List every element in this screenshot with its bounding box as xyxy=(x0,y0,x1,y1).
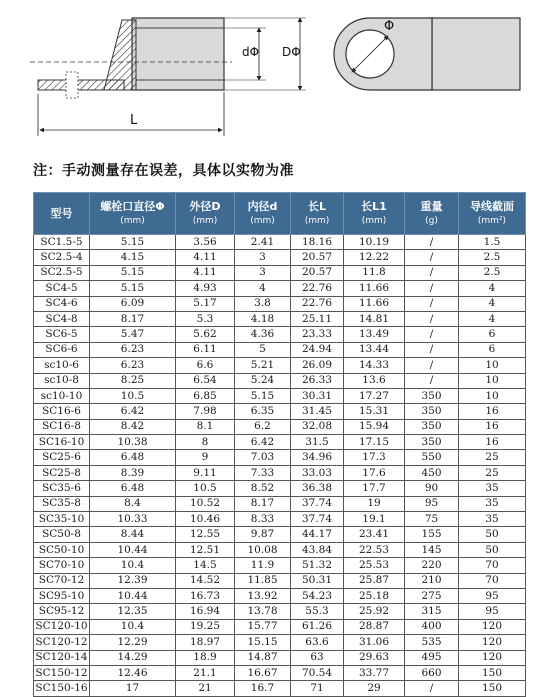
header-length-l1: 长L1 (mm) xyxy=(344,193,405,235)
cell-wire-section: 6 xyxy=(459,327,526,342)
cell-inner-diameter: 16.67 xyxy=(235,665,291,680)
cell-wire-section: 16 xyxy=(459,435,526,450)
cell-model: SC16-10 xyxy=(34,435,90,450)
cell-outer-diameter: 21.1 xyxy=(176,665,235,680)
cell-outer-diameter: 5.62 xyxy=(176,327,235,342)
cell-model: SC50-8 xyxy=(34,527,90,542)
cell-wire-section: 10 xyxy=(459,373,526,388)
cell-inner-diameter: 4 xyxy=(235,281,291,296)
cell-weight: / xyxy=(405,235,459,250)
cell-outer-diameter: 19.25 xyxy=(176,619,235,634)
cell-inner-diameter: 8.52 xyxy=(235,481,291,496)
cell-inner-diameter: 11.85 xyxy=(235,573,291,588)
cell-length-l: 55.3 xyxy=(291,604,344,619)
cell-length-l: 32.08 xyxy=(291,419,344,434)
cell-length-l1: 23.41 xyxy=(344,527,405,542)
cell-length-l1: 14.33 xyxy=(344,358,405,373)
cell-weight: / xyxy=(405,327,459,342)
cell-outer-diameter: 14.52 xyxy=(176,573,235,588)
cell-length-l1: 15.31 xyxy=(344,404,405,419)
cell-length-l1: 25.53 xyxy=(344,558,405,573)
cell-outer-diameter: 3.56 xyxy=(176,235,235,250)
top-view xyxy=(334,18,520,90)
cell-bolt-diameter: 8.25 xyxy=(90,373,176,388)
cell-outer-diameter: 16.73 xyxy=(176,588,235,603)
cell-wire-section: 50 xyxy=(459,542,526,557)
cell-inner-diameter: 3 xyxy=(235,250,291,265)
cell-outer-diameter: 21 xyxy=(176,681,235,696)
cell-bolt-diameter: 12.29 xyxy=(90,635,176,650)
cell-length-l1: 12.22 xyxy=(344,250,405,265)
cell-length-l: 71 xyxy=(291,681,344,696)
cell-weight: 155 xyxy=(405,527,459,542)
cell-weight: / xyxy=(405,681,459,696)
table-row xyxy=(34,496,526,511)
cell-bolt-diameter: 6.23 xyxy=(90,358,176,373)
table-row xyxy=(34,419,526,434)
table-row xyxy=(34,619,526,634)
cell-inner-diameter: 7.03 xyxy=(235,450,291,465)
cell-model: SC120-14 xyxy=(34,650,90,665)
cell-bolt-diameter: 5.15 xyxy=(90,281,176,296)
cell-weight: 350 xyxy=(405,404,459,419)
header-inner-diameter: 内径d (mm) xyxy=(235,193,291,235)
cell-weight: 350 xyxy=(405,419,459,434)
cell-outer-diameter: 18.9 xyxy=(176,650,235,665)
cell-length-l: 26.09 xyxy=(291,358,344,373)
cell-wire-section: 2.5 xyxy=(459,265,526,280)
cell-inner-diameter: 4.18 xyxy=(235,311,291,326)
cell-wire-section: 35 xyxy=(459,496,526,511)
cell-wire-section: 10 xyxy=(459,388,526,403)
cell-model: SC1.5-5 xyxy=(34,235,90,250)
cell-outer-diameter: 8.1 xyxy=(176,419,235,434)
cell-inner-diameter: 5.15 xyxy=(235,388,291,403)
cell-model: SC35-8 xyxy=(34,496,90,511)
cell-outer-diameter: 6.85 xyxy=(176,388,235,403)
table-body xyxy=(34,235,526,697)
cell-length-l: 50.31 xyxy=(291,573,344,588)
cell-length-l: 22.76 xyxy=(291,296,344,311)
cell-bolt-diameter: 8.4 xyxy=(90,496,176,511)
table-row xyxy=(34,327,526,342)
cell-weight: 275 xyxy=(405,588,459,603)
cell-length-l1: 17.27 xyxy=(344,388,405,403)
cell-length-l1: 11.66 xyxy=(344,281,405,296)
cell-outer-diameter: 6.6 xyxy=(176,358,235,373)
cell-outer-diameter: 10.46 xyxy=(176,512,235,527)
cell-wire-section: 95 xyxy=(459,604,526,619)
cell-length-l1: 11.8 xyxy=(344,265,405,280)
cell-length-l1: 19 xyxy=(344,496,405,511)
cell-wire-section: 1.5 xyxy=(459,235,526,250)
cell-wire-section: 2.5 xyxy=(459,250,526,265)
cell-weight: 450 xyxy=(405,465,459,480)
cell-wire-section: 120 xyxy=(459,635,526,650)
table-row xyxy=(34,481,526,496)
cell-bolt-diameter: 6.09 xyxy=(90,296,176,311)
cell-inner-diameter: 5 xyxy=(235,342,291,357)
cell-bolt-diameter: 10.44 xyxy=(90,588,176,603)
cell-wire-section: 10 xyxy=(459,358,526,373)
cell-bolt-diameter: 10.4 xyxy=(90,558,176,573)
cell-length-l1: 31.06 xyxy=(344,635,405,650)
cell-wire-section: 70 xyxy=(459,558,526,573)
cell-model: SC120-12 xyxy=(34,635,90,650)
cell-inner-diameter: 4.36 xyxy=(235,327,291,342)
cell-outer-diameter: 10.5 xyxy=(176,481,235,496)
cell-model: SC2.5-5 xyxy=(34,265,90,280)
cell-bolt-diameter: 10.4 xyxy=(90,619,176,634)
cell-outer-diameter: 6.54 xyxy=(176,373,235,388)
header-outer-diameter: 外径D (mm) xyxy=(176,193,235,235)
table-row xyxy=(34,681,526,696)
cell-weight: 90 xyxy=(405,481,459,496)
cell-outer-diameter: 4.11 xyxy=(176,250,235,265)
cell-outer-diameter: 8 xyxy=(176,435,235,450)
header-wire-section: 导线截面 (mm²) xyxy=(459,193,526,235)
table-row xyxy=(34,527,526,542)
table-row xyxy=(34,388,526,403)
cell-outer-diameter: 7.98 xyxy=(176,404,235,419)
outer-diameter-label: DΦ xyxy=(282,45,301,59)
cell-length-l: 54.23 xyxy=(291,588,344,603)
cell-weight: 550 xyxy=(405,450,459,465)
cell-weight: 145 xyxy=(405,542,459,557)
table-row xyxy=(34,665,526,680)
cell-length-l: 31.5 xyxy=(291,435,344,450)
cell-length-l: 20.57 xyxy=(291,250,344,265)
cell-inner-diameter: 13.92 xyxy=(235,588,291,603)
table-row xyxy=(34,450,526,465)
cell-weight: / xyxy=(405,311,459,326)
cell-inner-diameter: 5.24 xyxy=(235,373,291,388)
cell-outer-diameter: 10.52 xyxy=(176,496,235,511)
table-row xyxy=(34,281,526,296)
cell-weight: 210 xyxy=(405,573,459,588)
cell-model: SC70-10 xyxy=(34,558,90,573)
cell-outer-diameter: 12.55 xyxy=(176,527,235,542)
cell-inner-diameter: 8.33 xyxy=(235,512,291,527)
cell-inner-diameter: 3.8 xyxy=(235,296,291,311)
cell-model: SC35-6 xyxy=(34,481,90,496)
header-bolt-diameter: 螺栓口直径Φ (mm) xyxy=(90,193,176,235)
cell-bolt-diameter: 12.35 xyxy=(90,604,176,619)
hole-diameter-label: Φ xyxy=(384,19,395,34)
cell-length-l1: 22.53 xyxy=(344,542,405,557)
cell-bolt-diameter: 6.42 xyxy=(90,404,176,419)
cell-bolt-diameter: 5.15 xyxy=(90,235,176,250)
cell-inner-diameter: 6.2 xyxy=(235,419,291,434)
cell-model: SC35-10 xyxy=(34,512,90,527)
cell-weight: 220 xyxy=(405,558,459,573)
cell-length-l: 31.45 xyxy=(291,404,344,419)
cell-model: SC16-8 xyxy=(34,419,90,434)
cell-wire-section: 4 xyxy=(459,311,526,326)
cell-inner-diameter: 9.87 xyxy=(235,527,291,542)
cell-model: SC50-10 xyxy=(34,542,90,557)
table-row xyxy=(34,311,526,326)
cell-model: SC95-12 xyxy=(34,604,90,619)
cell-outer-diameter: 4.93 xyxy=(176,281,235,296)
cell-length-l: 37.74 xyxy=(291,496,344,511)
measurement-note: 注：手动测量存在误差，具体以实物为准 xyxy=(33,163,294,179)
cell-outer-diameter: 16.94 xyxy=(176,604,235,619)
cell-outer-diameter: 5.17 xyxy=(176,296,235,311)
cell-model: SC25-6 xyxy=(34,450,90,465)
cell-length-l1: 19.1 xyxy=(344,512,405,527)
table-row xyxy=(34,542,526,557)
cell-length-l1: 14.81 xyxy=(344,311,405,326)
cell-model: SC16-6 xyxy=(34,404,90,419)
cell-bolt-diameter: 12.39 xyxy=(90,573,176,588)
table-row xyxy=(34,358,526,373)
cell-inner-diameter: 11.9 xyxy=(235,558,291,573)
cell-inner-diameter: 6.35 xyxy=(235,404,291,419)
cell-weight: / xyxy=(405,281,459,296)
side-view xyxy=(30,18,306,136)
cell-length-l: 44.17 xyxy=(291,527,344,542)
cell-bolt-diameter: 8.42 xyxy=(90,419,176,434)
cell-bolt-diameter: 8.17 xyxy=(90,311,176,326)
cell-length-l1: 13.6 xyxy=(344,373,405,388)
cell-length-l1: 17.15 xyxy=(344,435,405,450)
table-row xyxy=(34,373,526,388)
cell-bolt-diameter: 10.38 xyxy=(90,435,176,450)
cell-length-l1: 17.3 xyxy=(344,450,405,465)
cell-model: SC70-12 xyxy=(34,573,90,588)
cell-outer-diameter: 18.97 xyxy=(176,635,235,650)
cell-wire-section: 150 xyxy=(459,681,526,696)
cell-length-l: 51.32 xyxy=(291,558,344,573)
cell-wire-section: 120 xyxy=(459,650,526,665)
cell-length-l: 34.96 xyxy=(291,450,344,465)
cell-length-l: 26.33 xyxy=(291,373,344,388)
table-header-row xyxy=(34,193,526,235)
table-row xyxy=(34,604,526,619)
cell-inner-diameter: 14.87 xyxy=(235,650,291,665)
cell-model: SC6-6 xyxy=(34,342,90,357)
cell-inner-diameter: 3 xyxy=(235,265,291,280)
cell-length-l: 61.26 xyxy=(291,619,344,634)
cell-outer-diameter: 6.11 xyxy=(176,342,235,357)
table-row xyxy=(34,650,526,665)
cell-model: SC2.5-4 xyxy=(34,250,90,265)
cell-inner-diameter: 10.08 xyxy=(235,542,291,557)
cell-length-l: 63.6 xyxy=(291,635,344,650)
table-row xyxy=(34,512,526,527)
cell-length-l: 36.38 xyxy=(291,481,344,496)
length-label: L xyxy=(130,113,138,128)
cell-wire-section: 4 xyxy=(459,296,526,311)
cell-length-l1: 17.7 xyxy=(344,481,405,496)
cell-outer-diameter: 4.11 xyxy=(176,265,235,280)
cell-length-l: 33.03 xyxy=(291,465,344,480)
cell-weight: 95 xyxy=(405,496,459,511)
cell-weight: / xyxy=(405,358,459,373)
cell-outer-diameter: 14.5 xyxy=(176,558,235,573)
cell-length-l: 63 xyxy=(291,650,344,665)
cell-weight: 495 xyxy=(405,650,459,665)
table-row xyxy=(34,342,526,357)
cell-bolt-diameter: 5.15 xyxy=(90,265,176,280)
cell-weight: / xyxy=(405,250,459,265)
cell-bolt-diameter: 6.23 xyxy=(90,342,176,357)
cell-inner-diameter: 8.17 xyxy=(235,496,291,511)
cell-weight: 315 xyxy=(405,604,459,619)
table-row xyxy=(34,588,526,603)
cell-bolt-diameter: 5.47 xyxy=(90,327,176,342)
inner-diameter-label: dΦ xyxy=(242,45,260,59)
cell-wire-section: 35 xyxy=(459,512,526,527)
cell-weight: / xyxy=(405,342,459,357)
cell-weight: 350 xyxy=(405,388,459,403)
cell-bolt-diameter: 8.44 xyxy=(90,527,176,542)
cell-length-l1: 29 xyxy=(344,681,405,696)
cell-inner-diameter: 5.21 xyxy=(235,358,291,373)
terminal-lug-diagram xyxy=(0,0,552,150)
cell-length-l1: 25.92 xyxy=(344,604,405,619)
table-row xyxy=(34,250,526,265)
cell-model: SC25-8 xyxy=(34,465,90,480)
cell-weight: / xyxy=(405,373,459,388)
cell-bolt-diameter: 6.48 xyxy=(90,450,176,465)
cell-length-l: 24.94 xyxy=(291,342,344,357)
cell-bolt-diameter: 10.33 xyxy=(90,512,176,527)
table-row xyxy=(34,235,526,250)
cell-bolt-diameter: 10.44 xyxy=(90,542,176,557)
cell-model: SC95-10 xyxy=(34,588,90,603)
table-row xyxy=(34,465,526,480)
cell-wire-section: 6 xyxy=(459,342,526,357)
table-row xyxy=(34,435,526,450)
cell-bolt-diameter: 4.15 xyxy=(90,250,176,265)
cell-model: SC4-6 xyxy=(34,296,90,311)
cell-length-l: 70.54 xyxy=(291,665,344,680)
cell-model: sc10-10 xyxy=(34,388,90,403)
table-row xyxy=(34,404,526,419)
cell-model: SC4-8 xyxy=(34,311,90,326)
cell-length-l1: 10.19 xyxy=(344,235,405,250)
cell-length-l: 23.33 xyxy=(291,327,344,342)
cell-length-l: 18.16 xyxy=(291,235,344,250)
cell-inner-diameter: 15.15 xyxy=(235,635,291,650)
cell-weight: 350 xyxy=(405,435,459,450)
cell-wire-section: 150 xyxy=(459,665,526,680)
cell-length-l: 37.74 xyxy=(291,512,344,527)
table-row xyxy=(34,296,526,311)
cell-model: sc10-8 xyxy=(34,373,90,388)
cell-wire-section: 70 xyxy=(459,573,526,588)
cell-outer-diameter: 5.3 xyxy=(176,311,235,326)
cell-weight: / xyxy=(405,265,459,280)
cell-weight: 75 xyxy=(405,512,459,527)
cell-inner-diameter: 7.33 xyxy=(235,465,291,480)
cell-inner-diameter: 16.7 xyxy=(235,681,291,696)
cell-bolt-diameter: 10.5 xyxy=(90,388,176,403)
cell-model: SC4-5 xyxy=(34,281,90,296)
cell-length-l1: 33.77 xyxy=(344,665,405,680)
cell-model: sc10-6 xyxy=(34,358,90,373)
cell-weight: / xyxy=(405,296,459,311)
cell-wire-section: 25 xyxy=(459,465,526,480)
cell-model: SC120-10 xyxy=(34,619,90,634)
cell-outer-diameter: 9 xyxy=(176,450,235,465)
cell-length-l1: 13.44 xyxy=(344,342,405,357)
cell-length-l: 20.57 xyxy=(291,265,344,280)
cell-inner-diameter: 6.42 xyxy=(235,435,291,450)
spec-table xyxy=(33,192,526,697)
cell-wire-section: 25 xyxy=(459,450,526,465)
cell-length-l: 30.31 xyxy=(291,388,344,403)
cell-length-l1: 15.94 xyxy=(344,419,405,434)
cell-length-l: 22.76 xyxy=(291,281,344,296)
table-row xyxy=(34,558,526,573)
cell-wire-section: 16 xyxy=(459,404,526,419)
cell-model: SC150-16 xyxy=(34,681,90,696)
table-row xyxy=(34,265,526,280)
cell-length-l1: 25.87 xyxy=(344,573,405,588)
cell-length-l1: 11.66 xyxy=(344,296,405,311)
cell-bolt-diameter: 12.46 xyxy=(90,665,176,680)
cell-wire-section: 4 xyxy=(459,281,526,296)
cell-length-l1: 29.63 xyxy=(344,650,405,665)
cell-length-l1: 17.6 xyxy=(344,465,405,480)
header-weight: 重量 (g) xyxy=(405,193,459,235)
cell-bolt-diameter: 14.29 xyxy=(90,650,176,665)
cell-weight: 535 xyxy=(405,635,459,650)
cell-bolt-diameter: 17 xyxy=(90,681,176,696)
cell-length-l1: 13.49 xyxy=(344,327,405,342)
header-model: 型号 xyxy=(34,193,90,235)
cell-inner-diameter: 2.41 xyxy=(235,235,291,250)
cell-weight: 660 xyxy=(405,665,459,680)
cell-model: SC150-12 xyxy=(34,665,90,680)
cell-wire-section: 16 xyxy=(459,419,526,434)
cell-model: SC6-5 xyxy=(34,327,90,342)
cell-inner-diameter: 13.78 xyxy=(235,604,291,619)
cell-length-l: 25.11 xyxy=(291,311,344,326)
cell-outer-diameter: 12.51 xyxy=(176,542,235,557)
header-length-l: 长L (mm) xyxy=(291,193,344,235)
cell-bolt-diameter: 6.48 xyxy=(90,481,176,496)
cell-wire-section: 95 xyxy=(459,588,526,603)
cell-weight: 400 xyxy=(405,619,459,634)
cell-outer-diameter: 9.11 xyxy=(176,465,235,480)
cell-inner-diameter: 15.77 xyxy=(235,619,291,634)
cell-wire-section: 35 xyxy=(459,481,526,496)
cell-length-l: 43.84 xyxy=(291,542,344,557)
table-row xyxy=(34,573,526,588)
cell-length-l1: 28.87 xyxy=(344,619,405,634)
table-row xyxy=(34,635,526,650)
cell-bolt-diameter: 8.39 xyxy=(90,465,176,480)
cell-wire-section: 50 xyxy=(459,527,526,542)
cell-length-l1: 25.18 xyxy=(344,588,405,603)
cell-wire-section: 120 xyxy=(459,619,526,634)
